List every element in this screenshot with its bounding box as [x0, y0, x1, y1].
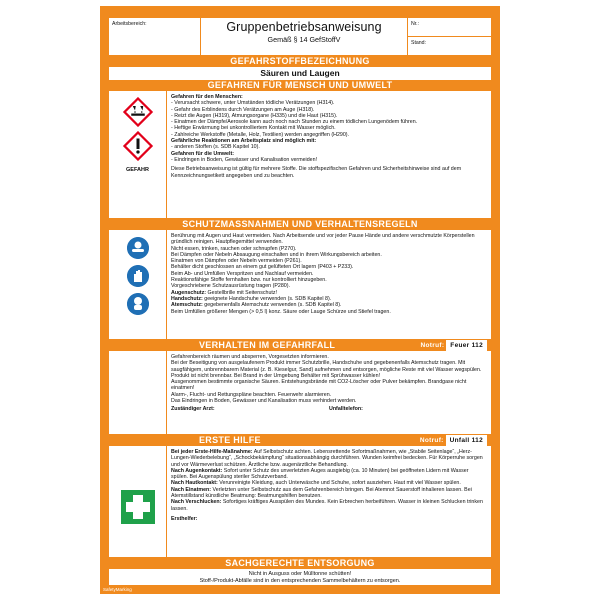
notruf-feuer: [421, 340, 487, 351]
erstehilfe-label: Bei jeder Erste-Hilfe-Maßnahme:: [171, 449, 253, 455]
gefahren-text: [167, 91, 491, 218]
ersthelfer-label: Ersthelfer:: [171, 515, 198, 522]
gefahren-line: - Gefahr des Erblindens durch Verätzungen am Auge (H318).: [171, 106, 315, 113]
nr-field: Nr.:: [408, 18, 491, 37]
erstehilfe-value: Auf Selbstschutz achten. Lebensrettende Sofortmaßnahmen, wie „Stabile Seitenlage“, „Herz-Lungen-Wiederbelebung“, „Schockbekämpfung“ situationsabhängig durchführen. Wunden keimfrei bedecken. Für Körperruhe sorgen und vor Wärmeverlust schützen. Ärztliche bzw. augenärztliche Behandlung.: [171, 449, 483, 468]
brand-logo: SafetyMarking: [103, 587, 132, 592]
schutz-line: Einatmen von Dämpfen oder Nebeln vermeiden (P261).: [171, 258, 302, 265]
hautkontakt-value: Verunreinigte Kleidung, auch Unterwäsche und Schuhe, sofort ausziehen. Haut mit viel Wasser spülen.: [217, 480, 461, 487]
glove-icon: [127, 265, 149, 287]
gefahren-line: - Einatmen der Dämpfe/Aerosole kann auch noch nach Stunden zu einem tödlichen Lungenödem führen.: [171, 119, 418, 126]
notruf-label: Notruf:: [419, 437, 444, 444]
contact-row: [171, 406, 487, 412]
gefahrfall-line: Alarm-, Flucht- und Rettungspläne beachten. Feuerwehr alarmieren.: [171, 391, 332, 398]
gefahrfall-section: [109, 351, 491, 435]
page-title: Gruppenbetriebsanweisung: [226, 20, 382, 34]
gefahrfall-title: VERHALTEN IM GEFAHRFALL: [199, 340, 336, 350]
erstehilfe-text: [167, 446, 491, 557]
header: [109, 18, 491, 56]
gefahren-heading-reaktionen: Gefährliche Reaktionen am Arbeitsplatz sind möglich mit:: [171, 138, 317, 145]
gefahrfall-line: Ausgenommen bestimmte organische Säuren. Entstehungsbrände mit CO2-Löscher oder Pulver bekämpfen. Brandgase nicht einatmen!: [171, 379, 467, 392]
title-block: [201, 18, 408, 55]
gefahren-note: Diese Betriebsanweisung ist gültig für mehrere Stoffe. Die stoffspezifischen Gefahren und Sicherheitshinweise sind auf dem Kennzeichnungsetikett angegeben und zu beachten.: [171, 166, 462, 179]
atemschutz-label: Atemschutz:: [171, 302, 203, 309]
notruf-label: Notruf:: [420, 342, 445, 349]
verschlucken-value: Sofortiges kräftiges Ausspülen des Mundes. Kein Erbrechen herbeiführen. Wasser in kleinen Schlucken trinken lassen.: [171, 499, 483, 512]
instruction-sheet: [100, 6, 500, 594]
notruf-unfall: [420, 435, 487, 446]
gefahrfall-icons: [109, 351, 167, 434]
eye-protection-icon: [127, 237, 149, 259]
gefahren-line: - Zahlreiche Werkstoffe (Metalle, Holz, Textilien) werden angegriffen (H290).: [171, 131, 350, 138]
augenschutz-value: Gestellbrille mit Seitenschutz!: [206, 289, 277, 296]
respirator-icon: [127, 293, 149, 315]
notruf-unfall-number: Unfall 112: [446, 435, 487, 446]
einatmen-label: Nach Einatmen:: [171, 486, 212, 493]
hautkontakt-label: Nach Hautkontakt:: [171, 480, 218, 487]
page-subtitle: Gemäß § 14 GefStoffV: [267, 35, 341, 44]
gefahren-line: - Verursacht schwere, unter Umständen tödliche Verätzungen (H314).: [171, 100, 335, 107]
verschlucken-label: Nach Verschlucken:: [171, 499, 222, 506]
gefahren-line: - Reizt die Augen (H319), Atmungsorgane (H335) und die Haut (H315).: [171, 112, 338, 119]
einatmen-value: Verletzten unter Selbstschutz aus dem Gefahrenbereich bringen. Bei Atemnot Sauerstoff inhalieren lassen. Bei Atemstillstand künstliche Beatmung: Beatmungshilfen benutzen.: [171, 486, 472, 500]
gefahren-heading-umwelt: Gefahren für die Umwelt:: [171, 150, 234, 157]
schutz-line: Reaktionsfähige Stoffe fernhalten bzw. nur kontrolliert hinzugeben.: [171, 277, 327, 284]
substance-name: Säuren und Laugen: [260, 68, 340, 78]
entsorgung-line: Nicht in Ausguss oder Mülltonne schütten!: [248, 571, 352, 577]
section-bar-gefahren: GEFAHREN FÜR MENSCH UND UMWELT: [109, 80, 491, 91]
handschutz-label: Handschutz:: [171, 295, 203, 302]
gefahrfall-text: [167, 351, 491, 434]
section-bar-entsorgung: SACHGERECHTE ENTSORGUNG: [109, 558, 491, 569]
section-bar-erstehilfe: [109, 435, 491, 446]
entsorgung-text: [109, 569, 491, 587]
stand-field: Stand:: [411, 40, 426, 46]
schutz-text: [167, 230, 491, 339]
gefahrfall-line: Produkt ist nicht brennbar. Bei Brand in der Umgebung Behälter mit Sprühwasser kühlen!: [171, 372, 381, 379]
notruf-feuer-number: Feuer 112: [446, 340, 487, 351]
augenschutz-label: Augenschutz:: [171, 289, 207, 296]
gefahren-section: [109, 91, 491, 219]
exclamation-icon: [123, 131, 153, 161]
arzt-label: Zuständiger Arzt:: [171, 406, 215, 413]
corrosive-icon: [123, 97, 153, 127]
atemschutz-value: gegebenenfalls Atemschutz verwenden (s. SDB Kapitel 8).: [202, 302, 342, 309]
gefahren-icons: [109, 91, 167, 218]
meta-fields: [408, 18, 491, 55]
unfalltelefon-label: Unfalltelefon:: [329, 406, 363, 413]
schutz-line: Vorgeschriebene Schutzausrüstung tragen (P280).: [171, 283, 290, 290]
schutz-line: Nicht essen, trinken, rauchen oder schnupfen (P270).: [171, 245, 297, 252]
section-bar-gefahrfall: [109, 340, 491, 351]
augenkontakt-label: Nach Augenkontakt:: [171, 467, 223, 474]
handschutz-value: geeignete Handschuhe verwenden (s. SDB Kapitel 8).: [202, 295, 332, 302]
signal-word: GEFAHR: [126, 167, 149, 173]
schutz-icons: [109, 230, 167, 339]
schutz-line: Beim Umfüllen größerer Mengen (> 0,5 l) konz. Säure oder Lauge Schürze und Stiefel tragen.: [171, 308, 391, 315]
entsorgung-line: Stoff-/Produkt-Abfälle sind in den entsprechenden Sammelbehältern zu entsorgen.: [199, 577, 401, 584]
section-bar-schutz: SCHUTZMASSNAHMEN UND VERHALTENSREGELN: [109, 219, 491, 230]
gefahrfall-line: Das Eindringen in Boden, Gewässer und Kanalisation muss verhindert werden.: [171, 398, 357, 405]
erstehilfe-title: ERSTE HILFE: [199, 435, 261, 445]
erstehilfe-section: [109, 446, 491, 558]
schutz-line: Behälter dicht geschlossen an einem gut gelüfteten Ort lagern (P403 + P233).: [171, 264, 354, 271]
schutz-line: Berührung mit Augen und Haut vermeiden. Nach Arbeitsende und vor jeder Pause Hände und andere verschmutzte Körperstellen gründlich reinigen. Hautpflegemittel verwenden.: [171, 233, 475, 246]
first-aid-icon: [121, 490, 155, 524]
schutz-line: Bei Dämpfen oder Nebeln Absaugung einschalten und in ihrem Wirkungsbereich arbeiten.: [171, 251, 382, 258]
erstehilfe-icons: [109, 446, 167, 557]
section-bar-bezeichnung: GEFAHRSTOFFBEZEICHNUNG: [109, 56, 491, 67]
gefahren-heading-mensch: Gefahren für den Menschen:: [171, 94, 243, 100]
augenkontakt-value: Sofort unter Schutz des unverletzten Auges ausgiebig (ca. 10 Minuten) bei geöffneten Lidern mit Wasser spülen. Bei Augenspülung steriler Schutzverband.: [171, 467, 469, 481]
gefahrfall-line: Gefahrenbereich räumen und absperren, Vorgesetzten informieren.: [171, 354, 329, 360]
gefahren-line: - Eindringen in Boden, Gewässer und Kanalisation vermeiden!: [171, 156, 318, 163]
sheet-inner: [103, 18, 491, 592]
schutz-line: Beim Ab- und Umfüllen Verspritzen und Nachlauf vermeiden.: [171, 270, 314, 277]
arbeitsbereich-field: Arbeitsbereich:: [109, 18, 201, 55]
schutz-section: [109, 230, 491, 340]
gefahrfall-line: Bei der Beseitigung von ausgelaufenem Produkt immer Schutzbrille, Handschuhe und gegebenenfalls Atemschutz tragen. Mit saugfähigem, unbrennbarem Material (z. B. Kieselgur, Sand) aufnehmen und entsorgen, mögliche Reste mit viel Wasser wegspülen.: [171, 360, 482, 373]
gefahren-line: - Heftige Erwärmung bei unkontrolliertem Kontakt mit Wasser möglich.: [171, 125, 336, 132]
gefahren-line: - anderen Stoffen (s. SDB Kapitel 10).: [171, 144, 260, 151]
